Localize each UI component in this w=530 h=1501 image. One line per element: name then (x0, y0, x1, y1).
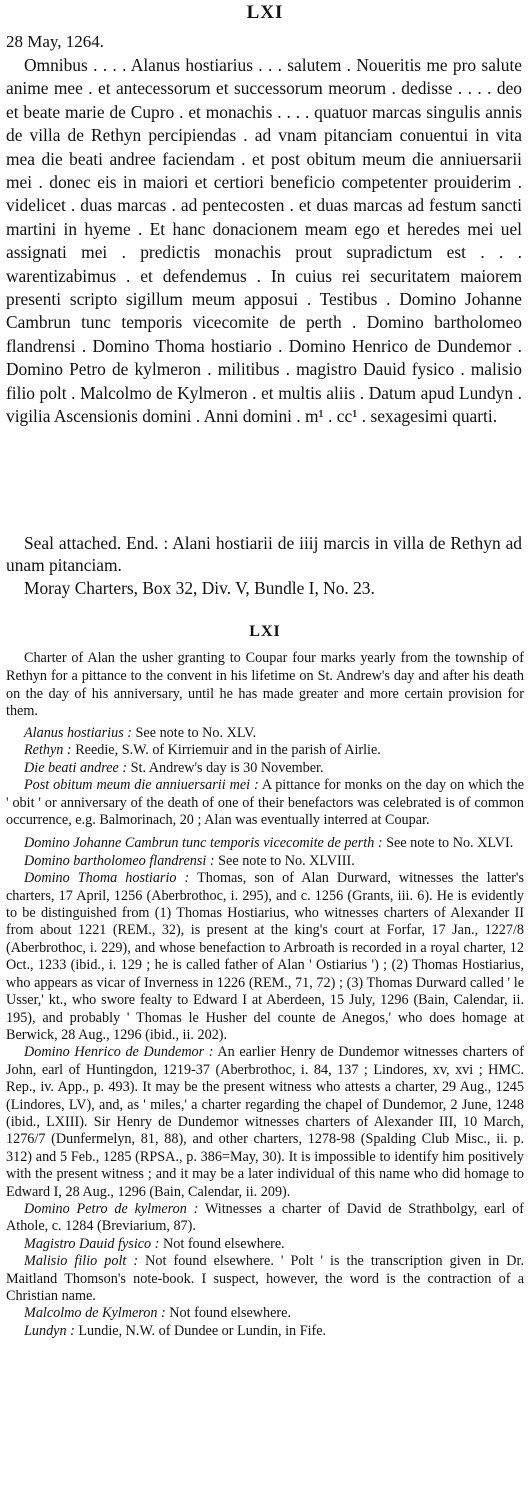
commentary-heading: LXI (249, 623, 281, 640)
latin-charter-text: Omnibus . . . . Alanus hostiarius . . . salutem . Noueritis me pro salute anime mee . et antecessorum et successorum meorum . dedisse . . . . deo et beate marie de Cupro . et monachis . . . . quatuor marcas singulis annis de villa de Rethyn percipiendas . ad vnam pitanciam conuentui in vita mea die beati andree faciendam . et post obitum meum die anniuersarii mei . donec eis in maiori et certiori beneficio competenter prouiderim . videlicet . duas marcas . ad pentecosten . et duas marcas ad festum sancti martini in hyeme . Et hanc donacionem meam ego et heredes mei uel assignati mei . predictis monachis prout supradictum est . . . warentizabimus . et defendemus . In cuius rei securitatem maiorem presenti scripto sigillum meum apposui . Testibus . Domino Johanne Cambrun tunc temporis vicecomite de perth . Domino bartholomeo flandrensi . Domino Thoma hostiario . Domino Henrico de Dundemor . Domino Petro de kylmeron . militibus . magistro Dauid fysico . malisio filio polt . Malcolmo de Kylmeron . et multis aliis . Datum apud Lundyn . vigilia Ascensionis domini . Anni domini . m¹ . cc¹ . sexagesimi quarti. (6, 55, 522, 427)
note-lemma: Domino Thoma hostiario : (24, 870, 190, 887)
english-summary: Charter of Alan the usher granting to Coupar four marks yearly from the township of Rethyn for a pittance to the convent in his lifetime on St. Andrew's day and after his death on the day of his anniversary, until he has made greater and more certain provision for them. (6, 650, 524, 720)
notes-list (6, 725, 524, 1340)
charter-heading: LXI (246, 2, 284, 23)
note-item (6, 1236, 524, 1253)
note-lemma: Rethyn : (24, 742, 72, 759)
note-item (6, 1044, 524, 1201)
note-lemma: Alanus hostiarius : (24, 725, 132, 741)
note-lemma: Die beati andree : (24, 759, 128, 776)
note-lemma: Magistro Dauid fysico : (24, 1235, 160, 1252)
note-lemma: Domino bartholomeo flandrensi : (24, 852, 215, 869)
note-text: Lundie, N.W. of Dundee or Lundin, in Fife. (74, 1322, 327, 1339)
note-item (6, 1305, 524, 1322)
note-item (6, 777, 524, 829)
archive-reference: Moray Charters, Box 32, Div. V, Bundle I, No. 23. (24, 578, 375, 598)
note-lemma: Domino Johanne Cambrun tunc temporis vicecomite de perth : (24, 835, 383, 852)
note-lemma: Domino Henrico de Dundemor : (24, 1044, 214, 1061)
note-item (6, 870, 524, 1044)
note-lemma: Malcolmo de Kylmeron : (24, 1305, 166, 1322)
note-text: See note to No. XLVIII. (214, 852, 355, 869)
note-item (6, 1323, 524, 1340)
note-item (6, 835, 524, 852)
note-item (6, 742, 524, 759)
note-lemma: Malisio filio polt : (24, 1253, 139, 1270)
charter-date: 28 May, 1264. (6, 32, 105, 51)
note-text: See note to No. XLVI. (382, 835, 514, 852)
note-lemma: Post obitum meum die anniuersarii mei : (24, 777, 259, 794)
note-text: Reedie, S.W. of Kirriemuir and in the parish of Airlie. (71, 742, 381, 759)
note-text: Not found elsewhere. ' Polt ' is the transcription given in Dr. Maitland Thomson's note-book. I suspect, however, the word is the contraction of a Christian name. (6, 1253, 524, 1304)
note-item (6, 760, 524, 777)
note-item (6, 725, 524, 742)
note-text: See note to No. XLV. (132, 725, 257, 741)
note-text: Thomas, son of Alan Durward, witnesses the latter's charters, 17 April, 1256 (Aberbrothoc, i. 295), and c. 1256 (Grants, iii. 6). He is evidently to be distinguished from (1) Thomas Hostiarius, who witnesses charters of Alexander II from about 1221 (REM., 32), is present at the king's court at Forfar, 17 Jan., 1227/8 (Aberbrothoc, i. 229), and whose benefaction to Arbroath is recorded in a royal charter, 12 Oct., 1233 (ibid., i. 129 ; he is called father of Alan ' Ostiarius ') ; (2) Thomas Hostiarius, who appears as vicar of Inverness in 1226 (REM., 71, 72) ; (3) Thomas Durward called ' le Usser,' kt., who swore fealty to Edward I at Aberdeen, 15 July, 1296 (Bain, Calendar, ii. 195), and probably ' Thomas le Husher del counte de Anegos,' who does homage at Berwick, 28 Aug., 1296 (ibid., ii. 202). (6, 870, 524, 1043)
note-text: St. Andrew's day is 30 November. (127, 759, 324, 776)
note-text: Not found elsewhere. (165, 1305, 292, 1322)
note-text: An earlier Henry de Dundemor witnesses charters of John, earl of Huntingdon, 1219-37 (Aberbrothoc, i. 84, 137 ; Lindores, xv, xvi ; HMC. Rep., iv. App., p. 493). It may be the present witness who attests a charter, 29 Aug., 1245 (Lindores, LV), and, as ' miles,' a charter regarding the chapel of Dundemor, 2 June, 1248 (ibid., LXIII). Sir Henry de Dundemor witnesses charters of Alexander III, 10 March, 1276/7 (Dunfermelyn, 81, 88), and other charters, 1278-98 (Spalding Club Misc., ii. p. 312) and 5 Feb., 1285 (RPSA., p. 386=May, 30). It is impossible to identify him positively with the present witness ; and it may be a later individual of this name who did homage to Edward I, 28 Aug., 1296 (Bain, Calendar, ii. 209). (6, 1044, 524, 1200)
note-lemma: Domino Petro de kylmeron : (24, 1200, 199, 1217)
note-item (6, 853, 524, 870)
seal-note: Seal attached. End. : Alani hostiarii de iiij marcis in villa de Rethyn ad unam pitanciam. (6, 533, 522, 575)
note-text: Not found elsewhere. (159, 1235, 285, 1252)
note-text: A pittance for monks on the day on which the ' obit ' or anniversary of the death of one of their benefactors was celebrated is of common occurrence, e.g. Balmorinach, 20 ; Alan was eventually interred at Coupar. (6, 777, 524, 829)
note-text: Witnesses a charter of David de Strathbolgy, earl of Athole, c. 1284 (Breviarium, 87). (6, 1200, 524, 1235)
note-item (6, 1253, 524, 1305)
note-item (6, 1201, 524, 1236)
note-lemma: Lundyn : (24, 1322, 75, 1339)
